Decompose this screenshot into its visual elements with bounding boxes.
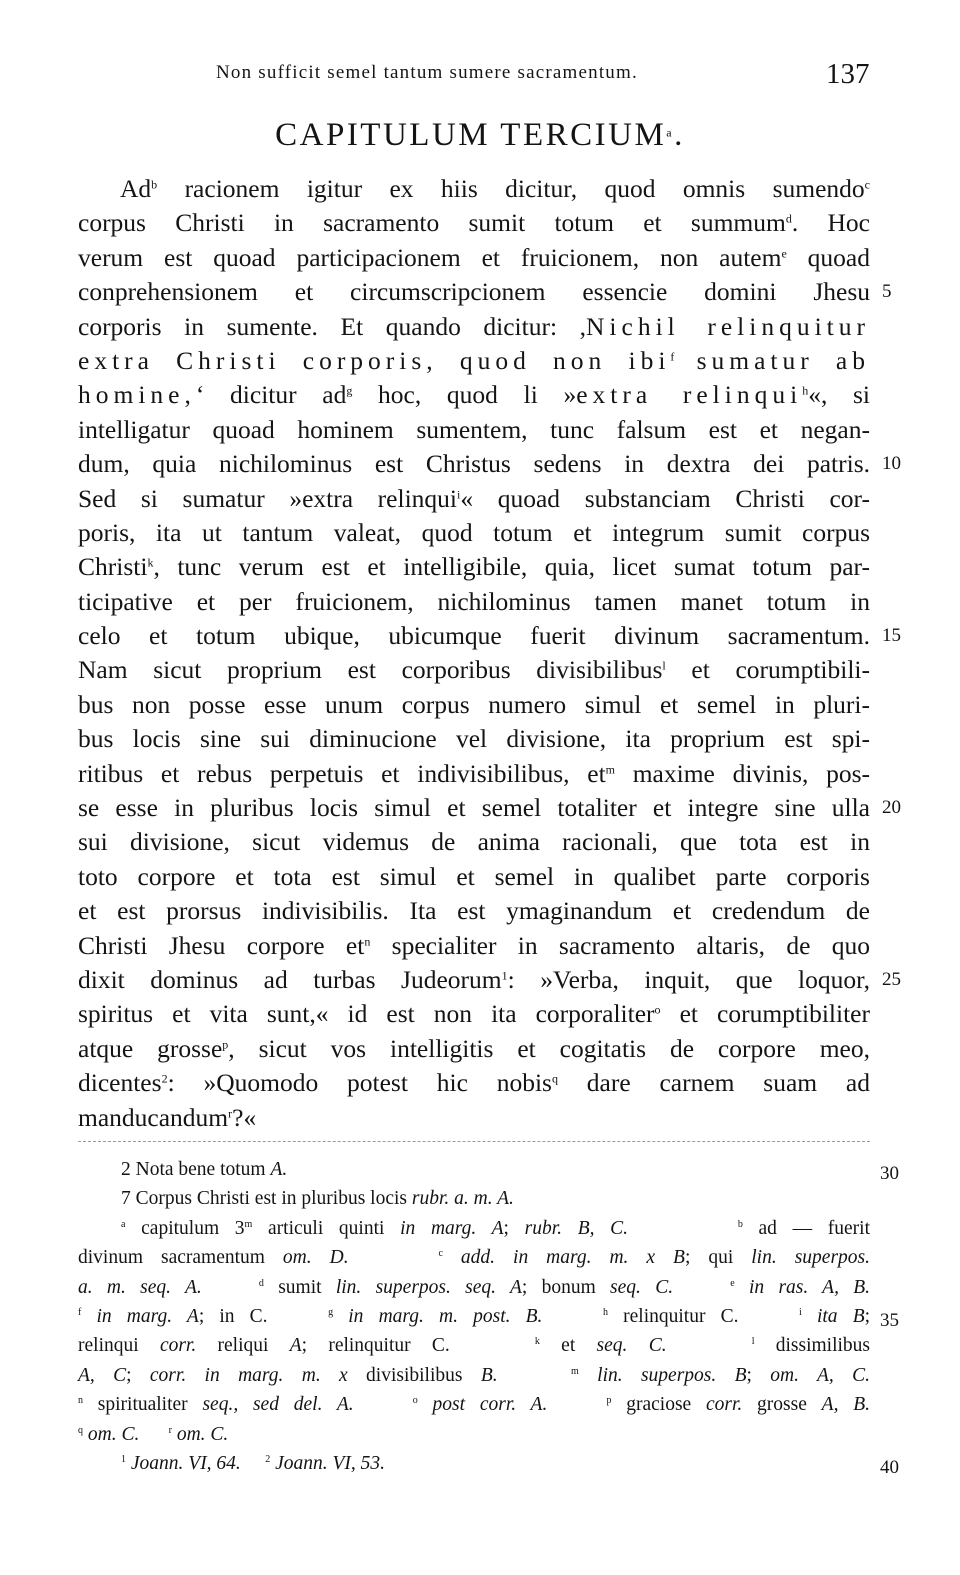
text-line: verum est quoad participacionem et fruicionem, non autem$^e$ quoad: [78, 242, 870, 272]
text-line: atque grosse$^p$, sicut vos intelligitis et cogitatis de corpore meo,: [78, 1033, 870, 1063]
note-line: $^f$ in marg. A; in C. $^g$ in marg. m. post. B. $^h$ relinquitur C. $^i$ ita B;: [78, 1305, 871, 1327]
line-number: 40: [880, 1457, 899, 1478]
text-line: bus locis sine sui diminucione vel divisione, ita proprium est spi-: [78, 724, 870, 754]
text-line: celo et totum ubique, ubicumque fuerit divinum sacramentum.: [78, 621, 870, 651]
text-line: dixit dominus ad turbas Judeorum$^1$: »Verba, inquit, que loquor,: [78, 964, 870, 994]
note-line: $^n$ spiritualiter seq., sed del. A. $^o$ post corr. A. $^p$ graciose corr. grosse A, B.: [78, 1394, 871, 1416]
note-line: A, C; corr. in marg. m. x divisibilibus B. $^m$ lin. superpos. B; om. A, C.: [78, 1364, 871, 1386]
line-number: 5: [882, 281, 892, 302]
text-line: ritibus et rebus perpetuis et indivisibilibus, $et^m$ maxime divinis, pos-: [78, 758, 871, 788]
page-number: 137: [826, 58, 870, 90]
main-text: [78, 172, 870, 1135]
text-line: manducandum$^r$?«: [78, 1102, 257, 1132]
text-line: Ad$^b$ racionem igitur ex hiis dicitur, quod omnis sumendo$^c$: [120, 174, 870, 203]
note-line: $^q$ om. C. $^r$ om. C.: [78, 1423, 229, 1445]
line-number: 10: [882, 453, 901, 474]
text-line: corpus Christi in sacramento sumit totum et summum$^d$. Hoc: [78, 208, 871, 238]
note-line: $^a$ capitulum 3$^m$ articuli quinti in marg. A; rubr. B, C. $^b$ ad — fuerit: [121, 1217, 871, 1239]
text-line: toto corpore et tota est simul et semel in qualibet parte corporis: [78, 861, 870, 891]
line-number: 25: [882, 969, 901, 990]
text-line: se esse in pluribus locis simul et semel totaliter et integre sine ulla: [78, 793, 870, 823]
footnote-separator: [78, 1141, 870, 1142]
text-line: dum, quia nichilominus est Christus sedens in dextra dei patris.: [78, 449, 870, 479]
text-line: Nam sicut proprium est corporibus divisibilibus$^l$ et corumptibili-: [78, 655, 871, 685]
line-number: 35: [880, 1310, 899, 1331]
critical-apparatus: [78, 1155, 870, 1478]
text-line: Sed si sumatur »extra relinqui$^i$« quoad substanciam Christi cor-: [78, 483, 870, 513]
line-number: 30: [880, 1163, 899, 1184]
text-line: sui divisione, sicut videmus de anima racionali, que tota est in: [78, 827, 870, 857]
text-line: Christi Jhesu corpore $et^n$ specialiter in sacramento altaris, de quo: [78, 930, 870, 960]
text-line: homine,‘ dicitur $ad^g$ hoc, quod li »extra relinqui$^h$«, si: [78, 380, 871, 410]
note-line: a. m. seq. A. $^d$ sumit lin. superpos. seq. A; bonum seq. C. $^e$ in ras. A, B.: [78, 1276, 871, 1298]
line-number: 20: [882, 797, 901, 818]
text-line: spiritus et vita sunt,« id est non ita corporaliter$^o$ et corumptibiliter: [78, 999, 870, 1029]
note-line: $^1$ Joann. VI, 64. $^2$ Joann. VI, 53.: [121, 1452, 385, 1474]
text-line: extra Christi corporis, quod non ibi$^f$ sumatur ab: [78, 345, 870, 375]
text-line: poris, ita ut tantum valeat, quod totum et integrum sumit corpus: [78, 517, 870, 547]
note-line: 2 Nota bene totum A.: [121, 1159, 288, 1180]
text-line: bus non posse esse unum corpus numero simul et semel in pluri-: [78, 689, 870, 719]
chapter-title: CAPITULUM TERCIUM$^a$.: [275, 117, 685, 153]
text-line: Christi$^k$, tunc verum est et intelligibile, quia, licet sumat totum par-: [78, 552, 870, 582]
text-line: ticipative et per fruicionem, nichilominus tamen manet totum in: [78, 586, 870, 616]
text-line: et est prorsus indivisibilis. Ita est ymaginandum et credendum de: [78, 896, 870, 926]
text-line: dicentes$^2$: »Quomodo potest hic nobis$^q$ dare carnem suam ad: [78, 1068, 870, 1098]
text-line: conprehensionem et circumscripcionem essencie domini Jhesu: [78, 277, 870, 307]
text-line: intelligatur quoad hominem sumentem, tunc falsum est et negan-: [78, 414, 870, 444]
note-line: relinqui corr. reliqui A; relinquitur C. $^k$ et seq. C. $^l$ dissimilibus: [78, 1335, 871, 1357]
text-line: corporis in sumente. Et quando dicitur: ,Nichil relinquitur: [78, 311, 870, 341]
note-line: divinum sacramentum om. D. $^c$ add. in marg. m. x B; qui lin. superpos.: [78, 1247, 871, 1269]
note-line: 7 Corpus Christi est in pluribus locis rubr. a. m. A.: [121, 1188, 514, 1210]
running-header: Non sufficit semel tantum sumere sacramentum.: [216, 62, 638, 83]
line-number: 15: [882, 625, 901, 646]
